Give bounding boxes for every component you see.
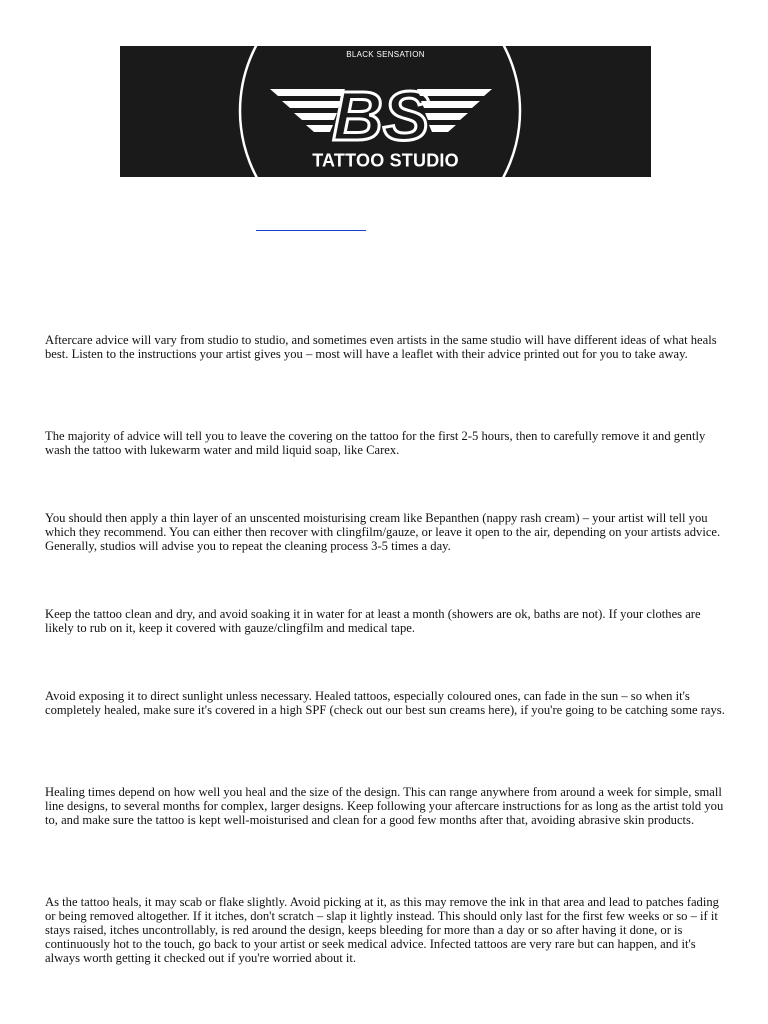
banner-top-text: BLACK SENSATION — [346, 50, 425, 59]
hyperlink-underline[interactable] — [256, 230, 366, 231]
paragraph-moisturise: You should then apply a thin layer of an unscented moisturising cream like Bepanthen (nappy rash cream) – your artist will tell you which they recommend. You can either then recover with clingfilm/gauze, or leave it open to the air, depending on your artists advice. Generally, studios will advise you to repeat the cleaning process 3-5 times a day. — [45, 511, 721, 553]
bs-monogram: BS — [332, 77, 430, 155]
paragraph-sunlight: Avoid exposing it to direct sunlight unless necessary. Healed tattoos, especially coloured ones, can fade in the sun – so when it's completely healed, make sure it's covered in a high SPF (check out our best sun creams here), if you're going to be catching some rays. — [45, 689, 725, 717]
banner-title: TATTOO STUDIO — [312, 149, 459, 171]
paragraph-aftercare-intro: Aftercare advice will vary from studio to studio, and sometimes even artists in the same studio will have different ideas of what heals best. Listen to the instructions your artist gives you – most will have a leaflet with their advice printed out for you to take away. — [45, 333, 717, 361]
paragraph-healing-times: Healing times depend on how well you heal and the size of the design. This can range anywhere from around a week for simple, small line designs, to several months for complex, larger designs. Keep following your aftercare instructions for as long as the artist told you to, and make sure the tattoo is kept well-moisturised and clean for a good few months after that, avoiding abrasive skin products. — [45, 785, 724, 827]
paragraph-remove-covering: The majority of advice will tell you to leave the covering on the tattoo for the first 2-5 hours, then to carefully remove it and gently wash the tattoo with lukewarm water and mild liquid soap, like Carex. — [45, 429, 706, 457]
studio-banner — [120, 46, 651, 177]
paragraph-scab-itch: As the tattoo heals, it may scab or flake slightly. Avoid picking at it, as this may remove the ink in that area and lead to patches fading or being removed altogether. If it itches, don't scratch – slap it lightly instead. This should only last for the first few weeks or so – if it stays raised, itches uncontrollably, is red around the design, keeps bleeding for more than a day or so after having it done, or is continuously hot to the touch, go back to your artist or seek medical advice. Infected tattoos are very rare but can happen, and it's always worth getting it checked out if you're worried about it. — [45, 895, 719, 965]
paragraph-keep-clean: Keep the tattoo clean and dry, and avoid soaking it in water for at least a month (showers are ok, baths are not). If your clothes are likely to rub on it, keep it covered with gauze/clingfilm and medical tape. — [45, 607, 701, 635]
